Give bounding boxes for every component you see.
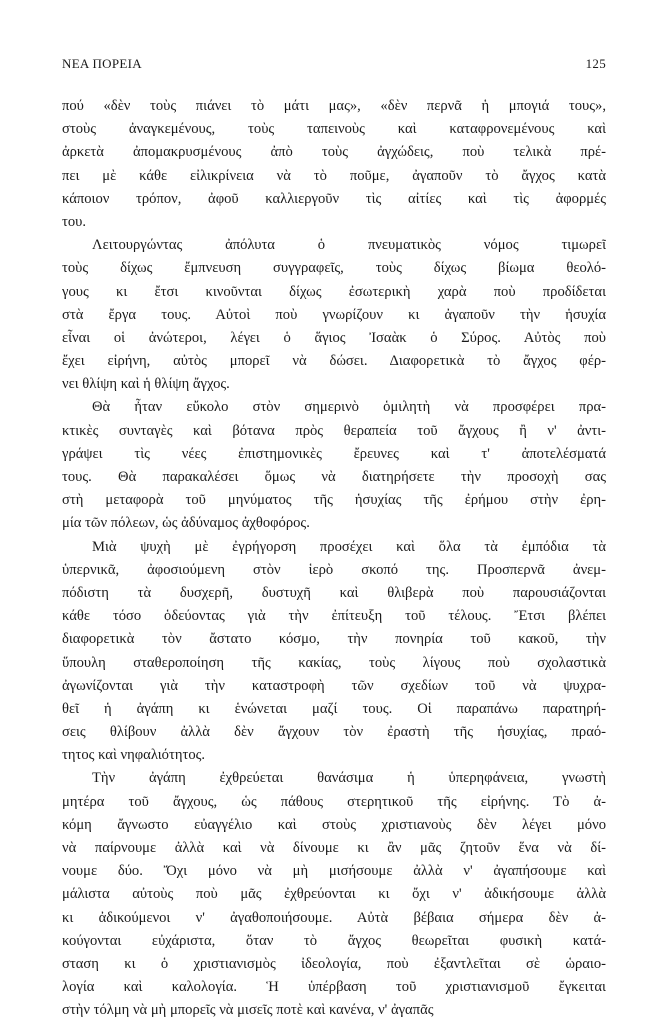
- text-line: τους. Θὰ παρακαλέσει ὅμως νὰ διατηρήσετε τὴν προσοχὴ σας: [62, 469, 606, 485]
- running-head: [62, 56, 606, 76]
- text-line: κάθε τόσο ὁδεύοντας γιὰ τὴν ἐπίτευξη τοῦ τέλους. Ἔτσι βλέπει: [62, 608, 606, 625]
- text-line: πού «δὲν τοὺς πιάνει τὸ μάτι μας», «δὲν περνᾶ ἡ μπογιά τους»,: [62, 98, 606, 114]
- text-line: νὰ παίρνουμε ἀλλὰ καὶ νὰ δίνουμε κι ἂν μᾶς ζητοῦν ἕνα νὰ δί-: [62, 840, 606, 856]
- text-line: κι ἀδικούμενοι ν' ἀγαθοποιήσουμε. Αὐτὰ βέβαια σήμερα δὲν ἀ-: [62, 909, 606, 926]
- text-line: κούγονται εὐχάριστα, ὅταν τὸ ἄγχος θεωρεῖται φυσικὴ κατά-: [62, 932, 606, 949]
- text-line: εἶναι οἱ ἀνώτεροι, λέγει ὁ ἅγιος Ἰσαὰκ ὁ Σύρος. Αὐτὸς ποὺ: [62, 329, 606, 346]
- text-line: πόδιστη τὰ δυσχερῆ, δυστυχῆ καὶ θλιβερὰ ποὺ παρουσιάζονται: [62, 584, 606, 601]
- paragraph: [62, 767, 606, 1022]
- text-line: ἔχει εἰρήνη, αὐτὸς μπορεῖ νὰ δώσει. Διαφορετικὰ τὸ ἄγχος φέρ-: [62, 353, 606, 370]
- text-line: στὴν τόλμη νὰ μὴ μπορεῖς νὰ μισεῖς ποτὲ καὶ κανένα, ν' ἀγαπᾶς: [62, 1002, 434, 1019]
- text-line: διαφορετικὰ τὸν ἄστατο κόσμο, τὴν πονηρία τοῦ κακοῦ, τὴν: [62, 631, 606, 648]
- text-line: γράψει τὶς νέες ἐπιστημονικὲς ἔρευνες καὶ τ' ἀποτελέσματά: [62, 445, 606, 462]
- text-line: μία τῶν πόλεων, ὡς ἀδύναμος ἀχθοφόρος.: [62, 515, 310, 532]
- text-line: θεῖ ἡ ἀγάπη κι ἑνώνεται μαζί τους. Οἱ παραπάνω παρατηρή-: [62, 700, 606, 717]
- text-line: τοὺς δίχως ἔμπνευση συγγραφεῖς, τοὺς δίχως βίωμα θεολό-: [62, 260, 606, 277]
- text-line: λογία καὶ καλολογία. Ἡ ὑπέρβαση τοῦ χριστιανισμοῦ ἔγκειται: [62, 979, 606, 996]
- text-line: κάποιον τρόπον, ἀφοῦ καλλιεργοῦν τὶς αἰτίες καὶ τὶς ἀφορμές: [62, 190, 606, 207]
- text-line: γους κι ἔτσι κινοῦνται δίχως ἐσωτερικὴ χαρὰ ποὺ προδίδεται: [62, 283, 606, 300]
- body-text: [62, 95, 606, 1023]
- text-line: σεις θλίβουν ἀλλὰ δὲν ἄγχουν τὸν ἐραστὴ τῆς ἡσυχίας, πραό-: [62, 724, 606, 741]
- paragraph: [62, 95, 606, 234]
- text-line: ὑπερνικᾶ, ἀφοσιούμενη στὸν ἱερὸ σκοπό της. Προσπερνᾶ ἀνεμ-: [62, 561, 606, 578]
- text-line: νει θλίψη καὶ ἡ θλίψη ἄγχος.: [62, 376, 230, 393]
- text-line: μητέρα τοῦ ἄγχους, ὡς πάθους στερητικοῦ τῆς εἰρήνης. Τὸ ἀ-: [62, 793, 606, 810]
- text-line: στοὺς ἀναγκεμένους, τοὺς ταπεινοὺς καὶ καταφρονεμένους καὶ: [62, 121, 606, 138]
- text-line: Θὰ ἦταν εὔκολο στὸν σημερινὸ ὁμιλητὴ νὰ προσφέρει πρα-: [92, 399, 606, 416]
- text-line: Λειτουργώντας ἀπόλυτα ὁ πνευματικὸς νόμος τιμωρεῖ: [92, 237, 606, 254]
- text-line: μάλιστα αὐτοὺς ποὺ μᾶς ἐχθρεύονται κι ὄχι ν' ἀδικήσουμε ἀλλὰ: [62, 886, 606, 903]
- paragraph: [62, 536, 606, 768]
- running-title: ΝΕΑ ΠΟΡΕΙΑ: [62, 56, 142, 71]
- text-line: Μιὰ ψυχὴ μὲ ἐγρήγορση προσέχει καὶ ὅλα τὰ ἐμπόδια τὰ: [92, 538, 606, 555]
- text-line: ὕπουλη σταθεροποίηση τῆς κακίας, τοὺς λίγους ποὺ σχολαστικὰ: [62, 654, 606, 671]
- text-line: ἀρκετὰ ἀπομακρυσμένους ἀπὸ τοὺς ἀγχώδεις, ποὺ τελικὰ πρέ-: [62, 144, 606, 161]
- text-line: πει μὲ κάθε εἰλικρίνεια νὰ τὸ ποῦμε, ἀγαποῦν τὸ ἄγχος κατὰ: [62, 167, 606, 184]
- paragraph: [62, 396, 606, 535]
- text-line: τητος καὶ νηφαλιότητος.: [62, 747, 206, 764]
- text-line: στὴ μεταφορὰ τοῦ μηνύματος τῆς ἡσυχίας τῆς ἐρήμου στὴν ἐρη-: [62, 492, 606, 509]
- text-line: Τὴν ἀγάπη ἐχθρεύεται θανάσιμα ἡ ὑπερηφάνεια, γνωστὴ: [92, 770, 606, 787]
- page-number: 125: [585, 56, 606, 71]
- text-line: κτικὲς συνταγὲς καὶ βότανα πρὸς θεραπεία τοῦ ἄγχους ἢ ν' ἀντι-: [62, 422, 606, 439]
- text-line: νουμε δύο. Ὄχι μόνο νὰ μὴ μισήσουμε ἀλλὰ ν' ἀγαπήσουμε καὶ: [62, 863, 606, 880]
- paragraph: [62, 234, 606, 396]
- text-line: του.: [62, 213, 87, 230]
- text-line: κόμη ἄγνωστο εὐαγγέλιο καὶ στοὺς χριστιανοὺς δὲν λέγει μόνο: [62, 816, 606, 833]
- text-line: σταση κι ὁ χριστιανισμὸς ἰδεολογία, ποὺ ἐξαντλεῖται σὲ ὡραιο-: [62, 955, 606, 972]
- text-line: στὰ ἔργα τους. Αὐτοὶ ποὺ γνωρίζουν κι ἀγαποῦν τὴν ἡσυχία: [62, 306, 606, 323]
- text-line: ἀγωνίζονται γιὰ τὴν καταστροφὴ τῶν σχεδίων τοῦ νὰ ψυχρα-: [62, 677, 606, 694]
